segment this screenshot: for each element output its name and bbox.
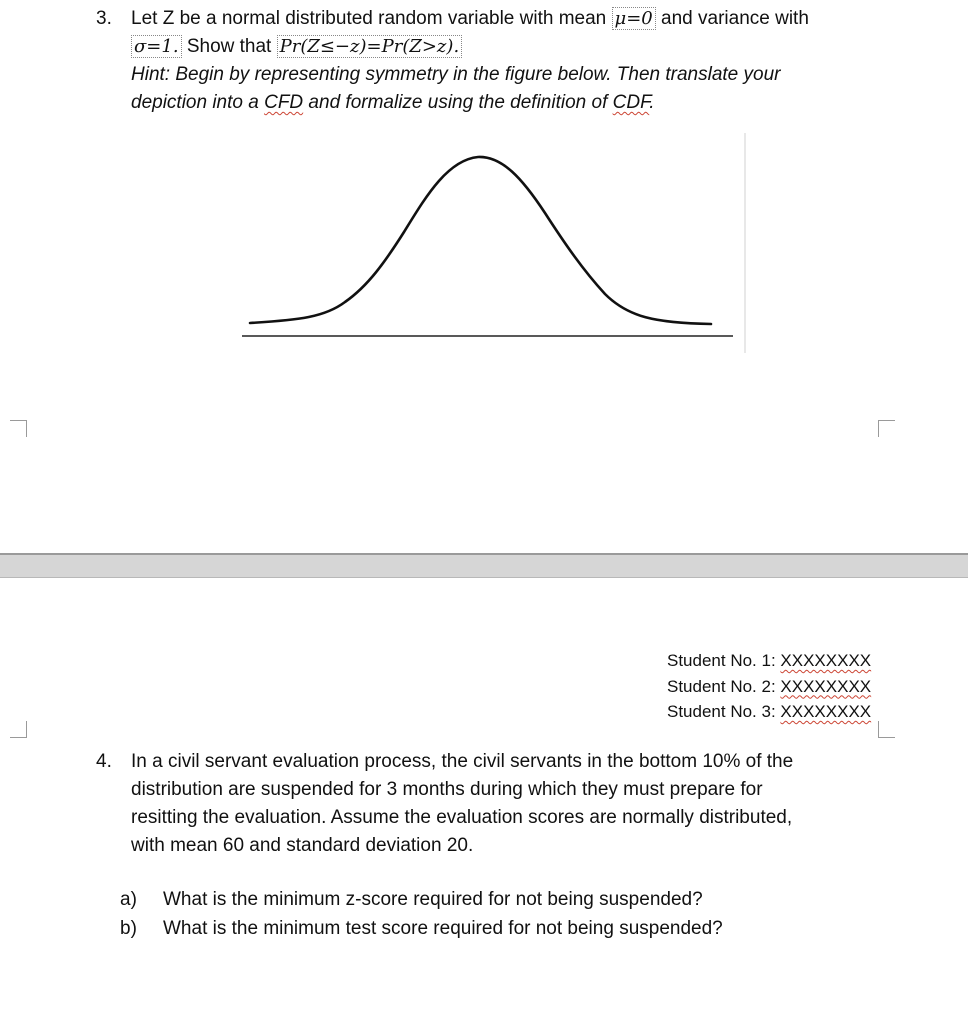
- question-3-text: Let Z be a normal distributed random variable with mean: [131, 8, 612, 29]
- hint-cfd-term: CFD: [264, 92, 304, 113]
- question-3-number: 3.: [96, 8, 112, 29]
- student-line: Student No. 2: XXXXXXXX: [667, 676, 872, 696]
- question-4-line: resitting the evaluation. Assume the evaluation scores are normally distributed,: [131, 807, 793, 828]
- student-line: Student No. 1: XXXXXXXX: [667, 651, 872, 670]
- sigma-equation: σ=1.: [131, 35, 182, 58]
- part-a-text: What is the minimum z-score required for not being suspended?: [163, 889, 703, 910]
- student-line: Student No. 3: XXXXXXXX: [667, 702, 872, 721]
- part-b-label: b): [120, 918, 137, 939]
- hint-text-a: depiction into a: [131, 92, 265, 113]
- page-corner-mark: [878, 420, 895, 437]
- bell-curve: [250, 157, 711, 324]
- show-that-text: Show that: [181, 36, 277, 57]
- document-page-2: [0, 578, 968, 1024]
- hint-cdf-term: CDF: [612, 92, 650, 113]
- question-4-number: 4.: [96, 751, 112, 772]
- question-3-text-tail: and variance with: [655, 8, 809, 29]
- probability-equation: Pr(Z≤−z)=Pr(Z>z).: [277, 35, 463, 58]
- hint-line-1: Hint: Begin by representing symmetry in the figure below. Then translate your: [131, 64, 781, 85]
- page-corner-mark: [10, 721, 27, 738]
- hint-end: .: [649, 92, 655, 113]
- page-corner-mark: [878, 721, 895, 738]
- question-4-line: distribution are suspended for 3 months during which they must prepare for: [131, 779, 763, 800]
- hint-text-b: and formalize using the definition of: [303, 92, 613, 113]
- page-separator: [0, 553, 968, 578]
- part-a-label: a): [120, 889, 137, 910]
- page-corner-mark: [10, 420, 27, 437]
- question-4-line: with mean 60 and standard deviation 20.: [131, 835, 474, 856]
- mu-equation: μ=0: [612, 7, 656, 30]
- student-numbers: [667, 648, 871, 725]
- part-b-text: What is the minimum test score required for not being suspended?: [163, 918, 723, 939]
- question-4-line: In a civil servant evaluation process, the civil servants in the bottom 10% of the: [131, 751, 794, 772]
